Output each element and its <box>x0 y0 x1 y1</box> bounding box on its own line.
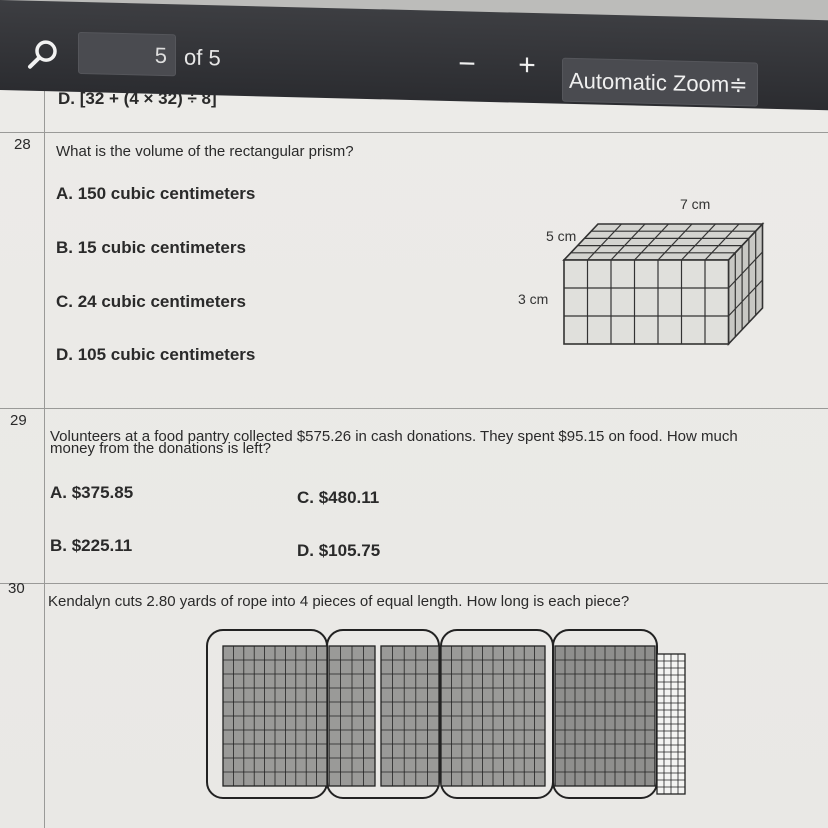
row-divider <box>0 408 828 409</box>
zoom-out-button[interactable]: − <box>458 47 476 81</box>
hundred-grid <box>441 646 545 786</box>
q29-option-c[interactable]: C. $480.11 <box>297 488 380 507</box>
q29-number: 29 <box>10 412 27 429</box>
q29-question-line2: money from the donations is left? <box>50 440 271 457</box>
decimal-grid-model <box>205 628 695 808</box>
q27-option-d: D. [32 + (4 × 32) ÷ 8] <box>58 89 217 108</box>
q30-question: Kendalyn cuts 2.80 yards of rope into 4 pieces of equal length. How long is each piece? <box>48 593 630 610</box>
hundred-grid <box>555 646 655 786</box>
prism-front-face <box>564 260 729 344</box>
column-divider <box>44 86 45 828</box>
row-divider <box>0 132 828 133</box>
q30-number: 30 <box>8 580 25 597</box>
q28-option-c[interactable]: C. 24 cubic centimeters <box>56 292 246 311</box>
zoom-in-button[interactable]: + <box>518 48 536 83</box>
unshaded-grid <box>657 654 685 794</box>
q29-option-a[interactable]: A. $375.85 <box>50 483 134 502</box>
row-divider <box>0 583 828 584</box>
page-number-input[interactable]: 5 <box>78 32 176 76</box>
q28-option-a[interactable]: A. 150 cubic centimeters <box>56 184 256 203</box>
q28-option-b[interactable]: B. 15 cubic centimeters <box>56 238 246 257</box>
prism-width-label: 5 cm <box>546 228 577 244</box>
q28-number: 28 <box>14 136 31 153</box>
q29-option-d[interactable]: D. $105.75 <box>297 541 381 560</box>
q29-question-line1: Volunteers at a food pantry collected $575.26 in cash donations. They spent $95.15 on food. How much <box>50 428 738 445</box>
rectangular-prism-diagram <box>560 210 800 350</box>
prism-length-label: 7 cm <box>680 196 711 212</box>
q29-option-b[interactable]: B. $225.11 <box>50 536 133 555</box>
partial-grid <box>381 646 439 786</box>
page-total: of 5 <box>184 44 221 71</box>
partial-grid <box>329 646 375 786</box>
search-icon[interactable] <box>24 37 62 72</box>
hundred-grid <box>223 646 327 786</box>
zoom-select[interactable]: Automatic Zoom≑ <box>562 58 758 107</box>
q28-question: What is the volume of the rectangular prism? <box>56 143 354 160</box>
prism-height-label: 3 cm <box>518 291 549 307</box>
q28-option-d[interactable]: D. 105 cubic centimeters <box>56 345 256 364</box>
